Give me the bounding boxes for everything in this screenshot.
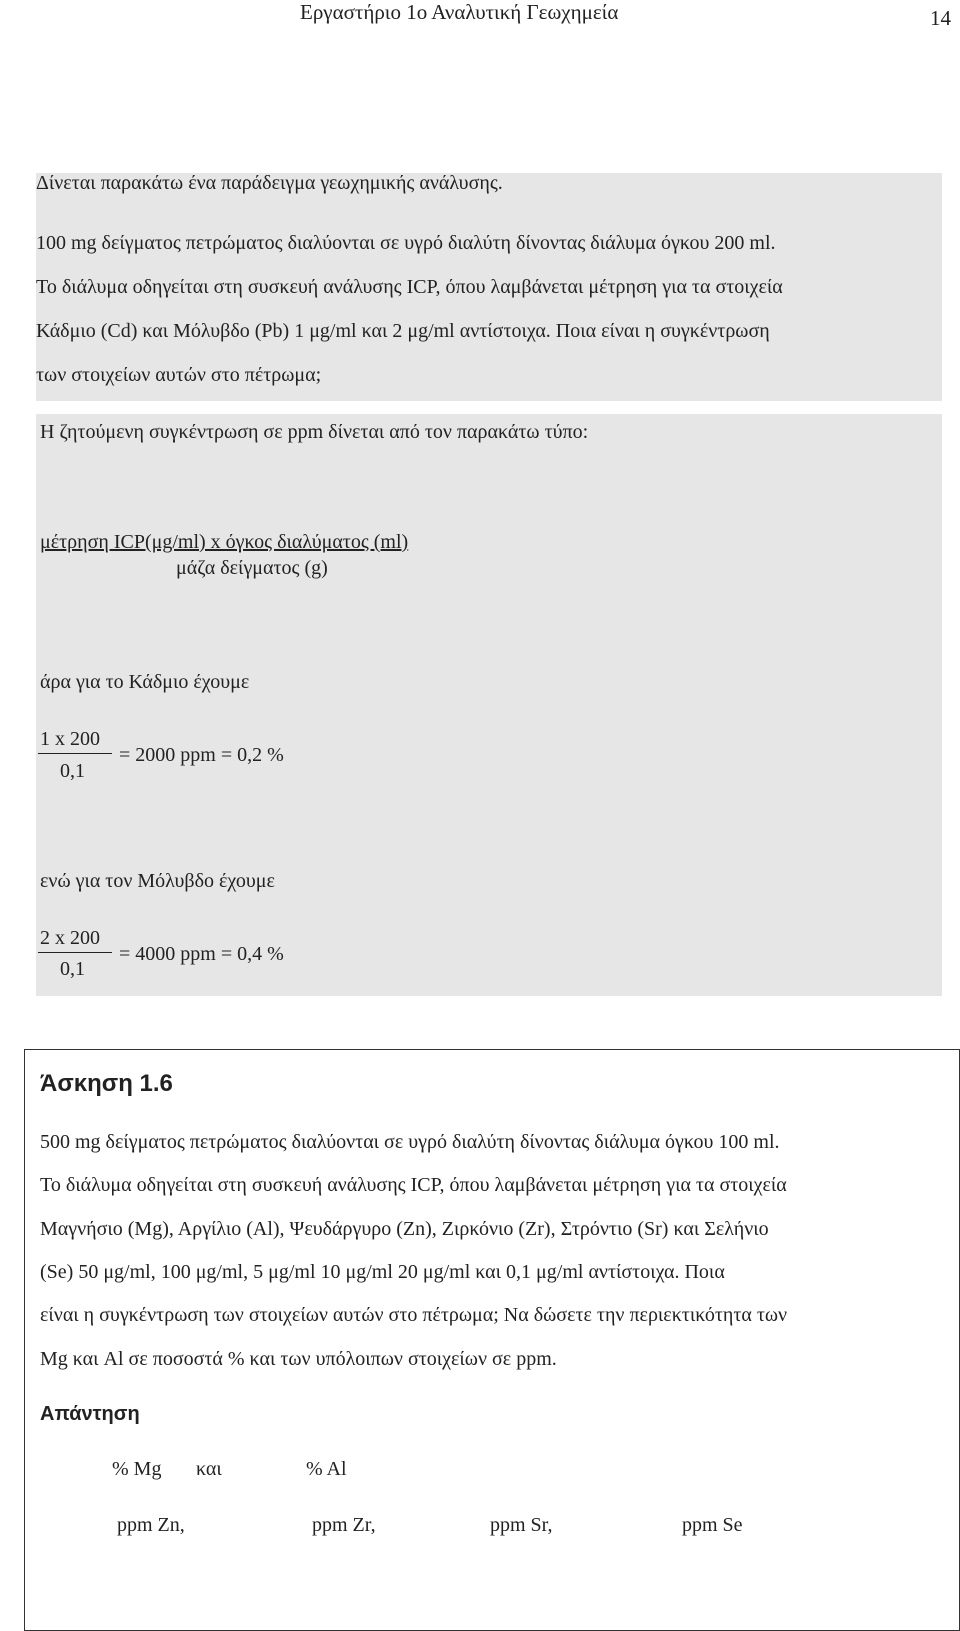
and-word: και bbox=[196, 1458, 222, 1480]
exercise-line6: Mg και Al σε ποσοστά % και των υπόλοιπων στοιχείων σε ppm. bbox=[40, 1348, 557, 1370]
cadmium-denominator: 0,1 bbox=[60, 760, 85, 782]
header-title: Εργαστήριο 1ο Αναλυτική Γεωχημεία bbox=[300, 0, 619, 24]
ppm-zr-label: ppm Zr, bbox=[312, 1514, 376, 1536]
exercise-line4: (Se) 50 μg/ml, 100 μg/ml, 5 μg/ml 10 μg/ml 20 μg/ml και 0,1 μg/ml αντίστοιχα. Ποια bbox=[40, 1261, 725, 1283]
example-para-line1: 100 mg δείγματος πετρώματος διαλύονται σε υγρό διαλύτη δίνοντας διάλυμα όγκου 200 ml. bbox=[36, 232, 776, 254]
exercise-line2: Το διάλυμα οδηγείται στη συσκευή ανάλυσης ICP, όπου λαμβάνεται μέτρηση για τα στοιχεία bbox=[40, 1174, 787, 1196]
exercise-line1: 500 mg δείγματος πετρώματος διαλύονται σε υγρό διαλύτη δίνοντας διάλυμα όγκου 100 ml. bbox=[40, 1131, 780, 1153]
exercise-line3: Μαγνήσιο (Mg), Αργίλιο (Al), Ψευδάργυρο (Zn), Ζιρκόνιο (Zr), Στρόντιο (Sr) και Σελήνιο bbox=[40, 1218, 769, 1240]
cadmium-numerator: 1 x 200 bbox=[40, 728, 100, 750]
example-para-line3-a: Κάδμιο (Cd) και Μόλυβδο (Pb) 1 μg/ml και 2 μg/ml αντίστοιχα. bbox=[36, 320, 551, 342]
cadmium-fraction-bar bbox=[38, 753, 112, 754]
example-para-line2: Το διάλυμα οδηγείται στη συσκευή ανάλυσης ICP, όπου λαμβάνεται μέτρηση για τα στοιχεία bbox=[36, 276, 783, 298]
lead-fraction-bar bbox=[38, 952, 112, 953]
example-para-line3-b: Ποια είναι η συγκέντρωση bbox=[555, 320, 770, 342]
example-intro: Δίνεται παρακάτω ένα παράδειγμα γεωχημικής ανάλυσης. bbox=[36, 172, 503, 194]
cadmium-intro: άρα για το Κάδμιο έχουμε bbox=[40, 671, 250, 693]
exercise-line5: είναι η συγκέντρωση των στοιχείων αυτών στο πέτρωμα; Να δώσετε την περιεκτικότητα των bbox=[40, 1304, 788, 1326]
answer-label: Απάντηση bbox=[40, 1403, 140, 1425]
exercise-title: Άσκηση 1.6 bbox=[40, 1070, 173, 1097]
formula-intro: Η ζητούμενη συγκέντρωση σε ppm δίνεται από τον παρακάτω τύπο: bbox=[40, 421, 589, 443]
lead-denominator: 0,1 bbox=[60, 958, 85, 980]
pct-al-label: % Al bbox=[306, 1458, 347, 1480]
example-para-line3 bbox=[36, 320, 770, 343]
cadmium-result: = 2000 ppm = 0,2 % bbox=[119, 744, 284, 766]
pct-mg-label: % Mg bbox=[112, 1458, 162, 1480]
page-number: 14 bbox=[930, 6, 951, 30]
lead-numerator: 2 x 200 bbox=[40, 927, 100, 949]
ppm-se-label: ppm Se bbox=[682, 1514, 743, 1536]
example-para-line4: των στοιχείων αυτών στο πέτρωμα; bbox=[36, 364, 322, 386]
solution-box bbox=[36, 414, 942, 996]
ppm-sr-label: ppm Sr, bbox=[490, 1514, 553, 1536]
formula-denominator: μάζα δείγματος (g) bbox=[176, 557, 328, 579]
ppm-zn-label: ppm Zn, bbox=[117, 1514, 185, 1536]
lead-result: = 4000 ppm = 0,4 % bbox=[119, 943, 284, 965]
formula-numerator: μέτρηση ICP(μg/ml) x όγκος διαλύματος (ml) bbox=[40, 531, 409, 553]
lead-intro: ενώ για τον Μόλυβδο έχουμε bbox=[40, 870, 275, 892]
